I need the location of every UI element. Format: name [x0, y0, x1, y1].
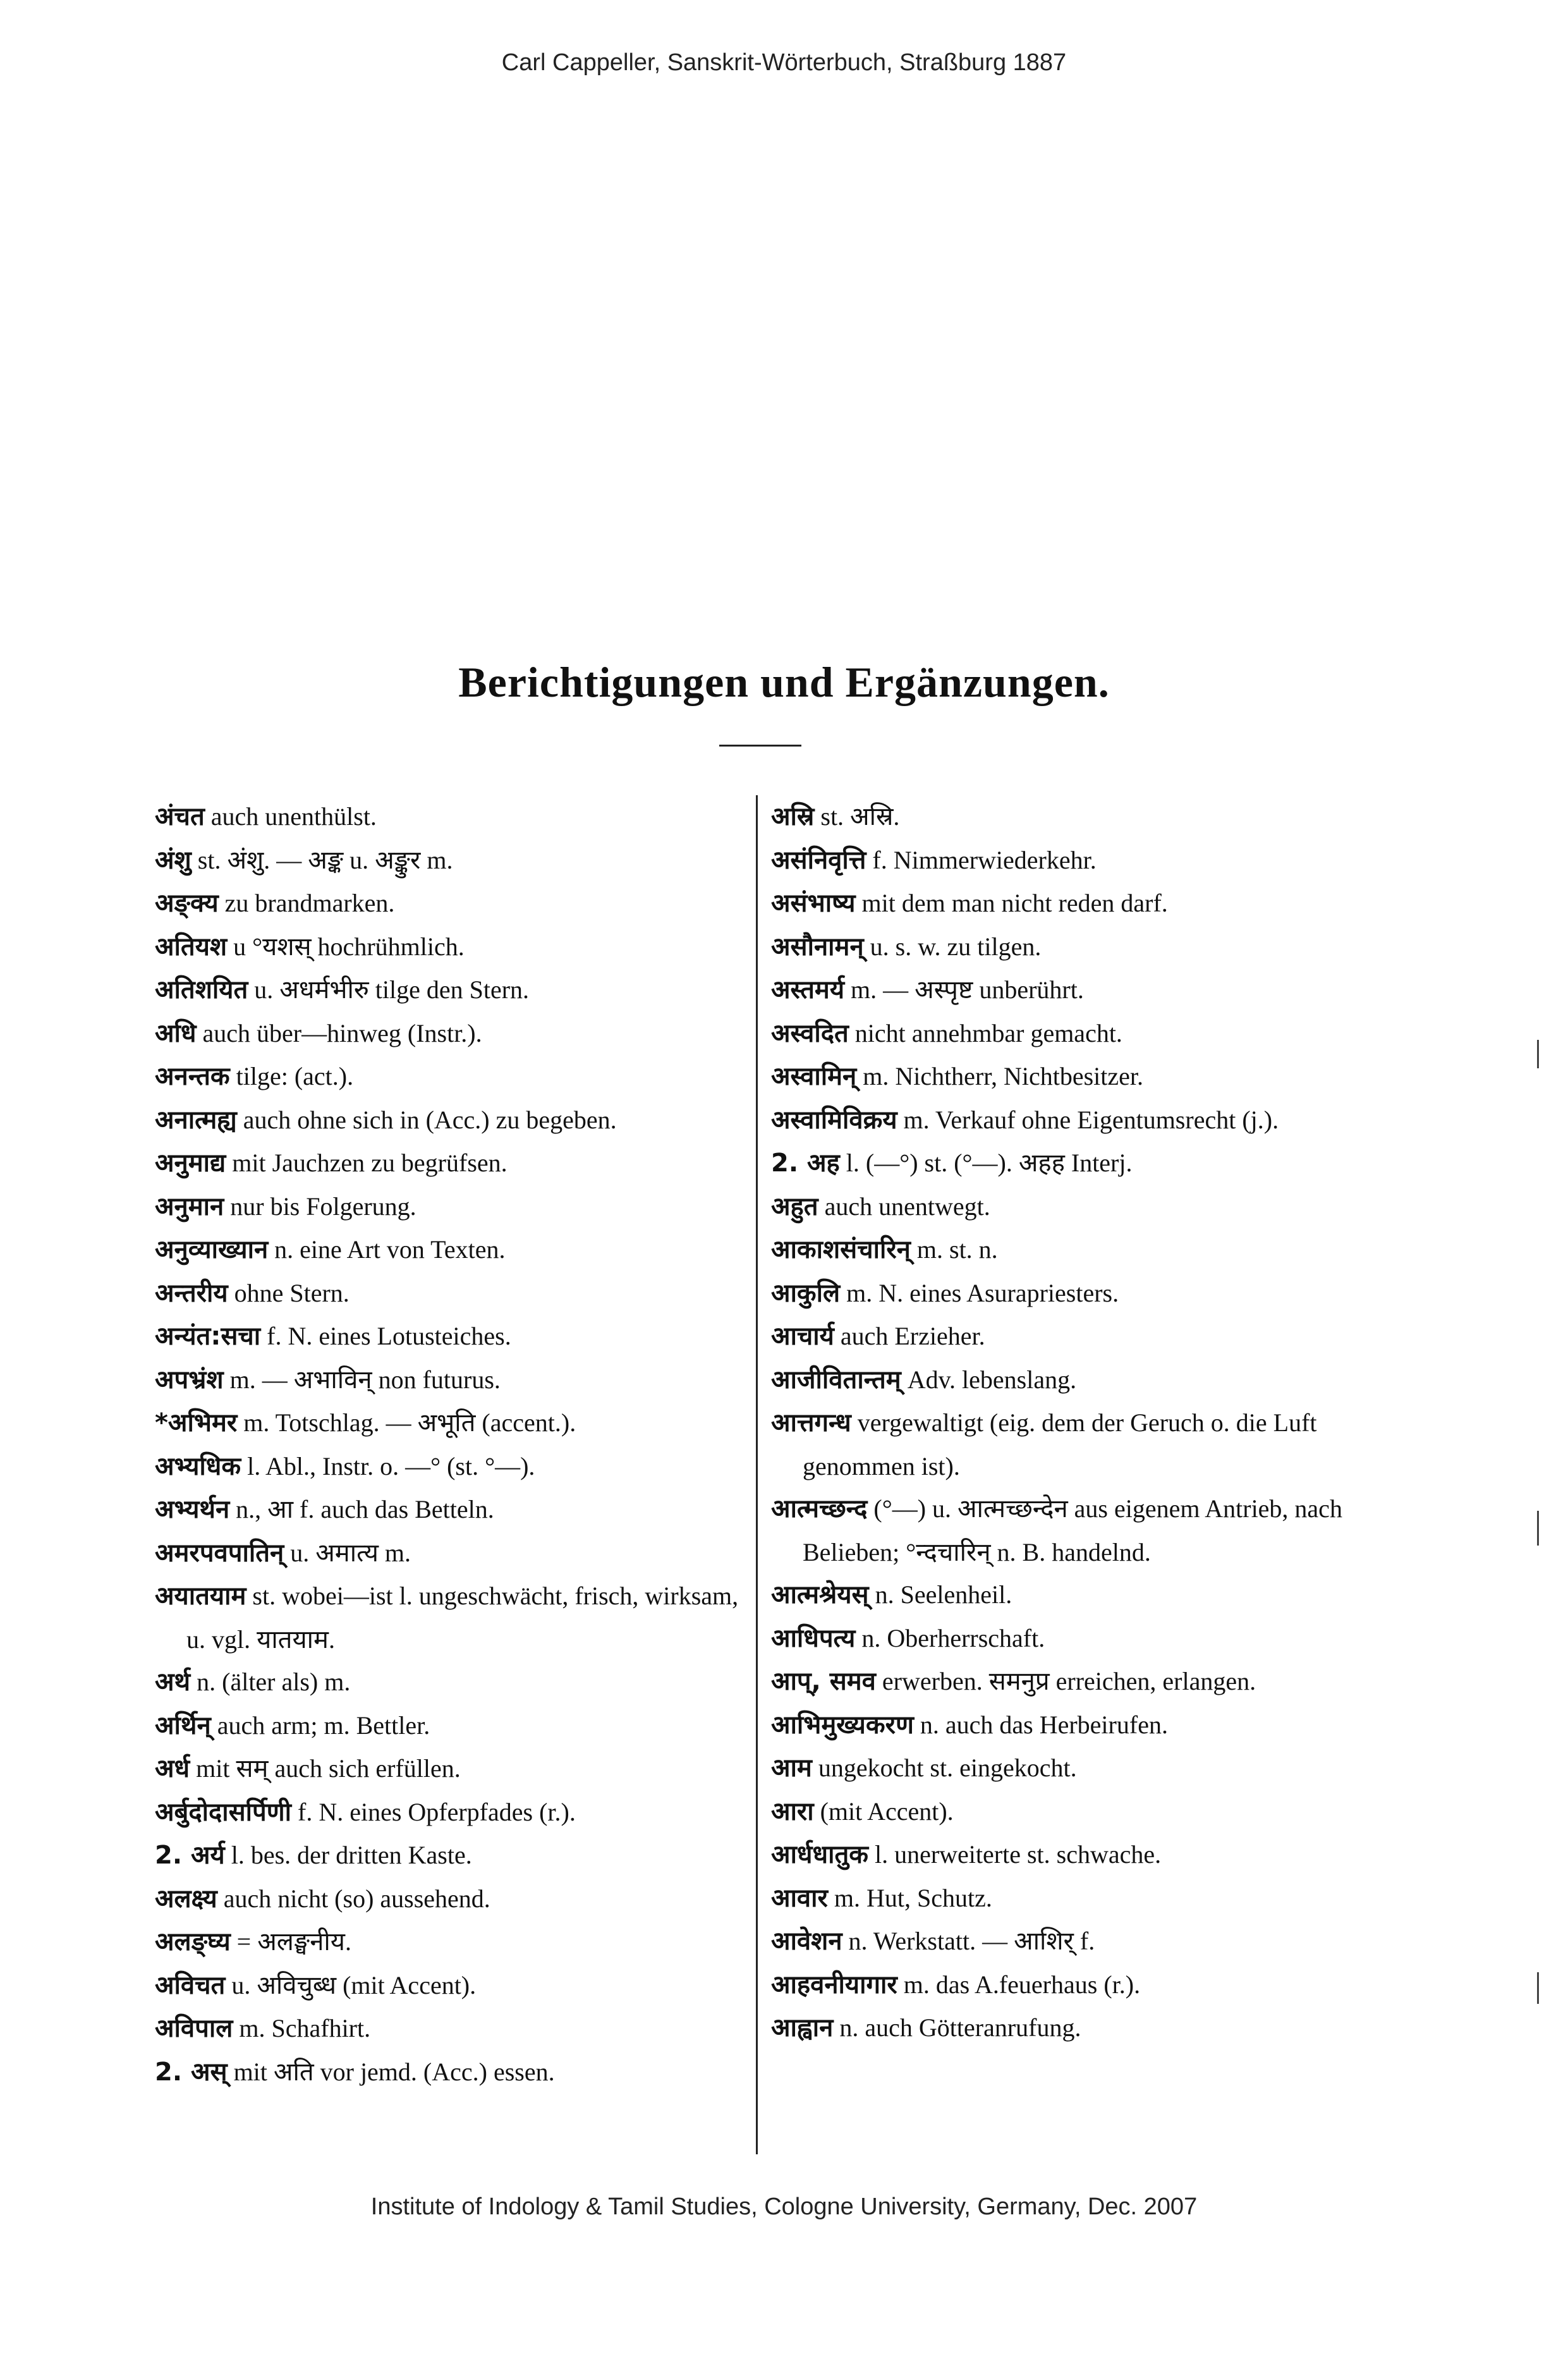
entry-headword: अयातयाम: [155, 1582, 246, 1611]
dictionary-entry: [155, 2007, 743, 2051]
entry-text: zu brandmarken.: [224, 889, 395, 917]
entry-headword: अर्थिन्: [155, 1711, 211, 1740]
entry-headword: 2. अह: [771, 1149, 840, 1178]
dictionary-entry: [771, 1358, 1390, 1402]
column-divider: [756, 795, 758, 2154]
entry-headword: आजीवितान्तम्: [771, 1365, 901, 1394]
entry-headword: अलङ्घ्य: [155, 1927, 231, 1956]
entry-headword: अनन्तक: [155, 1062, 230, 1091]
dictionary-entry: [771, 1573, 1390, 1617]
entry-headword: अपभ्रंश: [155, 1365, 224, 1394]
entry-text: mit सम् auch sich erfüllen.: [196, 1754, 461, 1783]
dictionary-entry: [155, 1488, 743, 1532]
entry-headword: आह्वान: [771, 2013, 834, 2042]
entry-text: n. auch das Herbeirufen.: [920, 1710, 1168, 1739]
entry-headword: आरा: [771, 1797, 814, 1826]
entry-headword: अनुमाद्य: [155, 1149, 226, 1178]
dictionary-entry: [771, 1790, 1390, 1834]
entry-text: nicht annehmbar gemacht.: [854, 1018, 1122, 1047]
entry-text: auch nicht (so) aussehend.: [223, 1884, 490, 1913]
entry-headword: अतियश: [155, 932, 228, 961]
entry-headword: अन्यंत:सचा: [155, 1322, 261, 1351]
dictionary-entry: [155, 1012, 743, 1056]
dictionary-entry: [771, 1833, 1390, 1877]
entry-text: u. अविचुब्ध (mit Accent).: [231, 1970, 477, 1999]
dictionary-entry: [155, 1228, 743, 1272]
entry-text: mit अति vor jemd. (Acc.) essen.: [233, 2057, 555, 2086]
dictionary-entry: [771, 1055, 1390, 1099]
dictionary-entry: [771, 1185, 1390, 1229]
entry-headword: आत्मश्रेयस्: [771, 1580, 869, 1609]
entry-headword: आवार: [771, 1883, 828, 1913]
entry-headword: अंशु: [155, 845, 191, 875]
page-title: Berichtigungen und Ergänzungen.: [458, 658, 1110, 706]
dictionary-entry: [155, 1834, 743, 1877]
dictionary-entry: [155, 925, 743, 969]
dictionary-entry: [771, 1401, 1390, 1487]
dictionary-entry: [155, 1055, 743, 1099]
entry-text: Adv. lebenslang.: [907, 1365, 1077, 1394]
entry-headword: अस्वामिन्: [771, 1062, 857, 1091]
entry-headword: अविपाल: [155, 2014, 233, 2043]
entry-text: n. auch Götteranrufung.: [839, 2013, 1081, 2042]
entry-headword: आचार्य: [771, 1322, 834, 1351]
right-column: [771, 795, 1390, 2050]
entry-headword: अनुव्याख्यान: [155, 1235, 269, 1264]
dictionary-entry: [155, 1185, 743, 1229]
entry-text: (°—) u. आत्मच्छन्देन aus eigenem Antrieb, nach Belieben; °न्दचारिन् n. B. handelnd.: [803, 1494, 1342, 1566]
entry-headword: अविचत: [155, 1970, 226, 2000]
entry-text: m. N. eines Asurapriesters.: [846, 1278, 1119, 1307]
page-footer: Institute of Indology & Tamil Studies, Cologne University, Germany, Dec. 2007: [370, 2193, 1198, 2220]
dictionary-entry: [771, 1012, 1390, 1056]
dictionary-entry: [155, 1099, 743, 1142]
entry-text: = अलङ्घनीय.: [236, 1927, 351, 1956]
entry-headword: असौनामन्: [771, 932, 864, 961]
entry-headword: अस्रि: [771, 802, 815, 831]
entry-text: auch Erzieher.: [840, 1322, 985, 1350]
entry-text: f. N. eines Lotusteiches.: [267, 1322, 511, 1350]
entry-text: u. अधर्मभीरु tilge den Stern.: [254, 975, 530, 1004]
entry-text: m. Totschlag. — अभूति (accent.).: [243, 1408, 576, 1437]
entry-headword: अभ्यर्थन: [155, 1495, 230, 1524]
dictionary-entry: [771, 2006, 1390, 2050]
dictionary-entry: [155, 968, 743, 1012]
entry-text: l. unerweiterte st. schwache.: [874, 1840, 1162, 1869]
entry-text: st. अस्रि.: [820, 802, 900, 831]
entry-headword: आहवनीयागार: [771, 1970, 897, 1999]
left-column: [155, 795, 743, 2094]
entry-text: m. — अभाविन् non futurus.: [229, 1365, 501, 1394]
entry-headword: अस्वामिविक्रय: [771, 1105, 897, 1135]
entry-headword: आधिपत्य: [771, 1623, 856, 1653]
entry-text: ohne Stern.: [234, 1278, 349, 1307]
entry-text: f. Nimmerwiederkehr.: [872, 845, 1097, 874]
entry-headword: आत्मच्छन्द: [771, 1494, 868, 1523]
entry-text: st. wobei—ist l. ungeschwächt, frisch, wirksam, u. vgl. यातयाम.: [186, 1582, 739, 1654]
entry-text: st. अंशु. — अङ्क u. अङ्कुर m.: [197, 845, 453, 874]
entry-text: u. s. w. zu tilgen.: [870, 932, 1042, 961]
entry-headword: अर्बुदोदासर्पिणी: [155, 1797, 291, 1827]
dictionary-entry: [771, 1660, 1390, 1704]
entry-text: mit dem man nicht reden darf.: [861, 889, 1168, 917]
entry-text: m. Schafhirt.: [239, 2014, 371, 2042]
entry-headword: *अभिमर: [155, 1408, 238, 1437]
entry-text: vergewaltigt (eig. dem der Geruch o. die Luft genommen ist).: [803, 1408, 1317, 1480]
dictionary-entry: [155, 1272, 743, 1315]
entry-headword: आर्धधातुक: [771, 1840, 868, 1869]
entry-text: ungekocht st. eingekocht.: [818, 1754, 1077, 1782]
entry-headword: आभिमुख्यकरण: [771, 1710, 914, 1740]
entry-text: n. Seelenheil.: [875, 1580, 1012, 1609]
dictionary-entry: [155, 1964, 743, 2008]
entry-headword: अनात्मह्य: [155, 1105, 237, 1135]
entry-headword: अंचत: [155, 802, 205, 831]
dictionary-entry: [155, 1747, 743, 1791]
dictionary-entry: [155, 1445, 743, 1489]
entry-text: u °यशस् hochrühmlich.: [233, 932, 465, 961]
entry-text: (mit Accent).: [820, 1797, 954, 1826]
entry-text: n. (älter als) m.: [197, 1668, 351, 1696]
entry-text: l. bes. der dritten Kaste.: [231, 1841, 472, 1869]
dictionary-entry: [155, 1358, 743, 1402]
margin-mark: [1537, 1040, 1539, 1068]
entry-text: m. st. n.: [916, 1235, 998, 1264]
dictionary-entry: [155, 1920, 743, 1964]
entry-text: n. eine Art von Texten.: [274, 1235, 506, 1264]
entry-headword: आप्, समव: [771, 1667, 876, 1696]
dictionary-entry: [771, 1877, 1390, 1920]
entry-headword: अतिशयित: [155, 975, 248, 1004]
entry-headword: आत्तगन्ध: [771, 1408, 851, 1437]
entry-text: auch ohne sich in (Acc.) zu begeben.: [243, 1105, 617, 1134]
entry-headword: अलक्ष्य: [155, 1884, 217, 1913]
entry-text: erwerben. समनुप्र erreichen, erlangen.: [882, 1667, 1256, 1695]
entry-headword: अहुत: [771, 1192, 818, 1221]
entry-headword: आकाशसंचारिन्: [771, 1235, 911, 1264]
entry-headword: अमरपवपातिन्: [155, 1538, 284, 1568]
dictionary-entry: [155, 839, 743, 882]
entry-headword: अधि: [155, 1018, 197, 1048]
entry-text: nur bis Folgerung.: [230, 1192, 416, 1221]
dictionary-entry: [771, 1617, 1390, 1661]
entry-headword: आकुलि: [771, 1278, 841, 1308]
dictionary-entry: [771, 1099, 1390, 1142]
entry-text: n. Werkstatt. — आशिर् f.: [848, 1927, 1095, 1955]
dictionary-entry: [771, 1272, 1390, 1315]
entry-text: n., आ f. auch das Betteln.: [236, 1495, 494, 1523]
entry-headword: अर्ध: [155, 1754, 190, 1783]
page-header: Carl Cappeller, Sanskrit-Wörterbuch, Straßburg 1887: [501, 49, 1067, 76]
dictionary-entry: [155, 1401, 743, 1445]
margin-mark: [1537, 1972, 1539, 2004]
entry-text: auch arm; m. Bettler.: [217, 1711, 430, 1740]
entry-headword: अङ्क्य: [155, 889, 219, 918]
dictionary-entry: [771, 1228, 1390, 1272]
entry-text: mit Jauchzen zu begrüfsen.: [232, 1149, 507, 1177]
dictionary-entry: [771, 1963, 1390, 2007]
entry-text: m. das A.feuerhaus (r.).: [903, 1970, 1141, 1999]
dictionary-entry: [771, 1704, 1390, 1747]
dictionary-entry: [155, 1315, 743, 1358]
dictionary-entry: [155, 795, 743, 839]
entry-headword: अनुमान: [155, 1192, 224, 1221]
margin-mark: [1537, 1511, 1539, 1546]
dictionary-entry: [155, 1791, 743, 1834]
dictionary-entry: [155, 2051, 743, 2094]
dictionary-entry: [771, 925, 1390, 969]
entry-text: f. N. eines Opferpfades (r.).: [298, 1797, 576, 1826]
dictionary-entry: [155, 1661, 743, 1704]
entry-text: auch unentwegt.: [824, 1192, 990, 1221]
entry-text: m. Verkauf ohne Eigentumsrecht (j.).: [903, 1105, 1279, 1134]
entry-text: u. अमात्य m.: [290, 1538, 411, 1567]
entry-text: m. Hut, Schutz.: [834, 1883, 992, 1912]
entry-text: tilge: (act.).: [236, 1062, 354, 1090]
entry-headword: अस्वदित: [771, 1018, 849, 1048]
dictionary-entry: [155, 1877, 743, 1921]
dictionary-entry: [771, 839, 1390, 882]
entry-text: l. Abl., Instr. o. —° (st. °—).: [247, 1451, 535, 1480]
entry-headword: असंभाष्य: [771, 889, 856, 918]
entry-headword: अभ्यधिक: [155, 1451, 241, 1481]
entry-headword: आवेशन: [771, 1927, 842, 1956]
dictionary-entry: [771, 1747, 1390, 1790]
entry-headword: अस्तमर्य: [771, 975, 845, 1004]
dictionary-entry: [771, 1487, 1390, 1573]
dictionary-entry: [155, 1704, 743, 1748]
dictionary-entry: [771, 1142, 1390, 1185]
dictionary-entry: [771, 1315, 1390, 1358]
entry-text: l. (—°) st. (°—). अहह Interj.: [846, 1149, 1133, 1177]
dictionary-entry: [155, 1142, 743, 1185]
entry-headword: असंनिवृत्ति: [771, 845, 866, 875]
dictionary-entry: [771, 795, 1390, 839]
dictionary-entry: [155, 1575, 743, 1661]
entry-text: n. Oberherrschaft.: [861, 1623, 1045, 1652]
entry-headword: अन्तरीय: [155, 1278, 228, 1308]
entry-headword: आम: [771, 1754, 812, 1783]
entry-text: m. — अस्पृष्ट unberührt.: [851, 975, 1084, 1004]
entry-headword: 2. अर्य: [155, 1841, 225, 1870]
dictionary-entry: [771, 1920, 1390, 1963]
dictionary-entry: [155, 1532, 743, 1575]
entry-text: auch unenthülst.: [210, 802, 377, 831]
dictionary-entry: [155, 882, 743, 925]
entry-text: m. Nichtherr, Nichtbesitzer.: [863, 1062, 1144, 1090]
entry-text: auch über—hinweg (Instr.).: [202, 1018, 482, 1047]
entry-headword: 2. अस्: [155, 2057, 228, 2087]
dictionary-entry: [771, 882, 1390, 925]
title-rule: [719, 745, 801, 747]
dictionary-entry: [771, 968, 1390, 1012]
entry-headword: अर्थ: [155, 1668, 191, 1697]
